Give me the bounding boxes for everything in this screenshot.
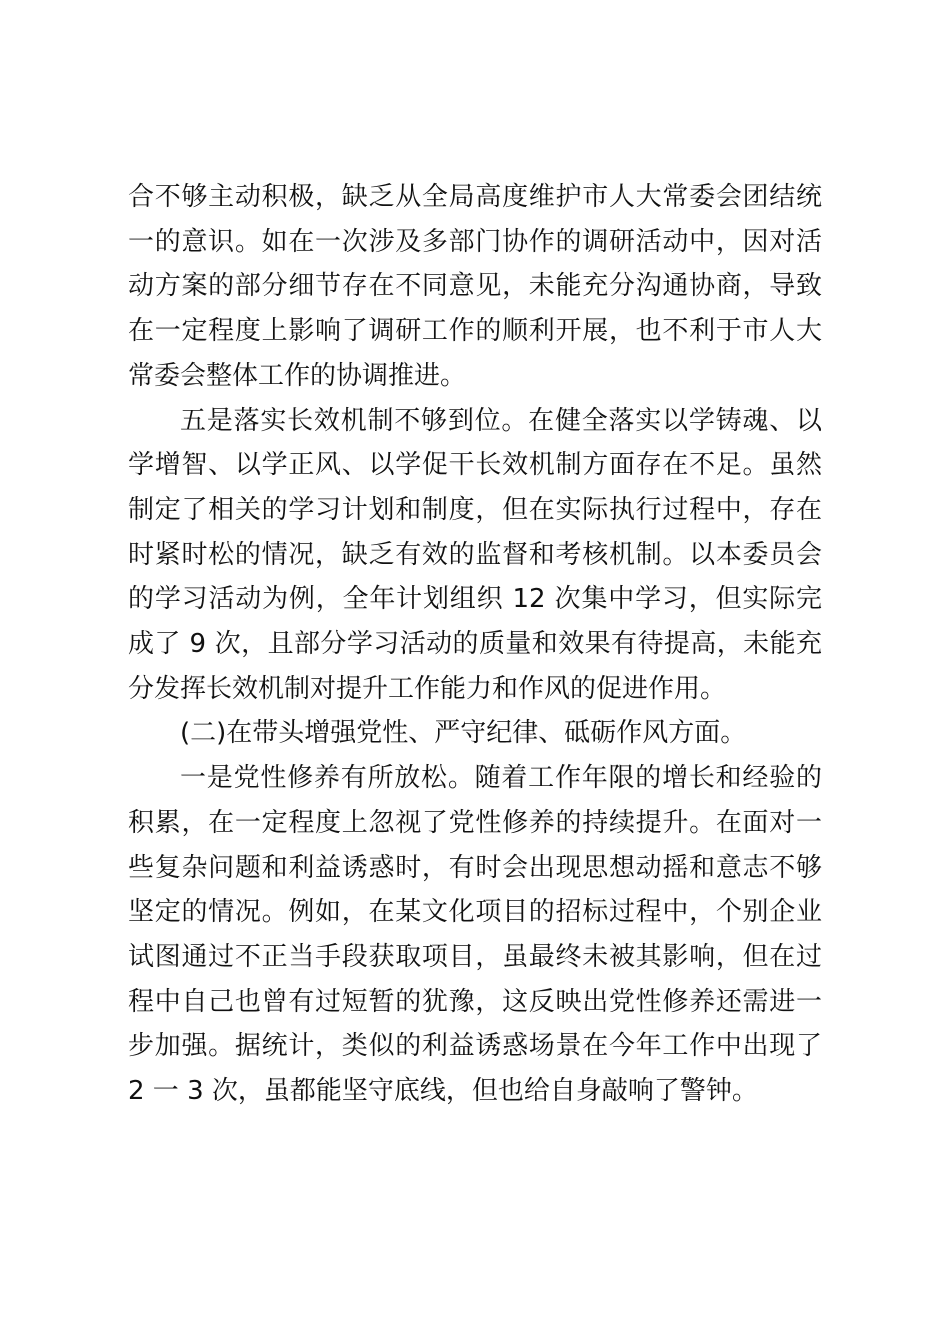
section-heading-two: (二)在带头增强党性、严守纪律、砥砺作风方面。 [180,718,747,749]
paragraph-point-one: 一是党性修养有所放松。随着工作年限的增长和经验的积累，在一定程度上忽视了党性修养的持续提升。在面对一些复杂问题和利益诱惑时，有时会出现思想动摇和意志不够坚定的情况。例如，在某文化项目的招标过程中，个别企业试图通过不正当手段获取项目，虽最终未被其影响，但在过程中自己也曾有过短暂的犹豫，这反映出党性修养还需进一步加强。据统计，类似的利益诱惑场景在今年工作中出现了 2 一 3 次，虽都能坚守底线，但也给自身敲响了警钟。 [128,763,822,1107]
paragraph-point-five: 五是落实长效机制不够到位。在健全落实以学铸魂、以学增智、以学正风、以学促干长效机制方面存在不足。虽然制定了相关的学习计划和制度，但在实际执行过程中，存在时紧时松的情况，缺乏有效的监督和考核机制。以本委员会的学习活动为例，全年计划组织 12 次集中学习，但实际完成了 9 次，且部分学习活动的质量和效果有待提高，未能充分发挥长效机制对提升工作能力和作风的促进作用。 [128,405,822,704]
paragraph-continuation: 合不够主动积极，缺乏从全局高度维护市人大常委会团结统一的意识。如在一次涉及多部门协作的调研活动中，因对活动方案的部分细节存在不同意见，未能充分沟通协商，导致在一定程度上影响了调研工作的顺利开展，也不利于市人大常委会整体工作的协调推进。 [128,182,822,391]
document-body [128,175,822,1114]
